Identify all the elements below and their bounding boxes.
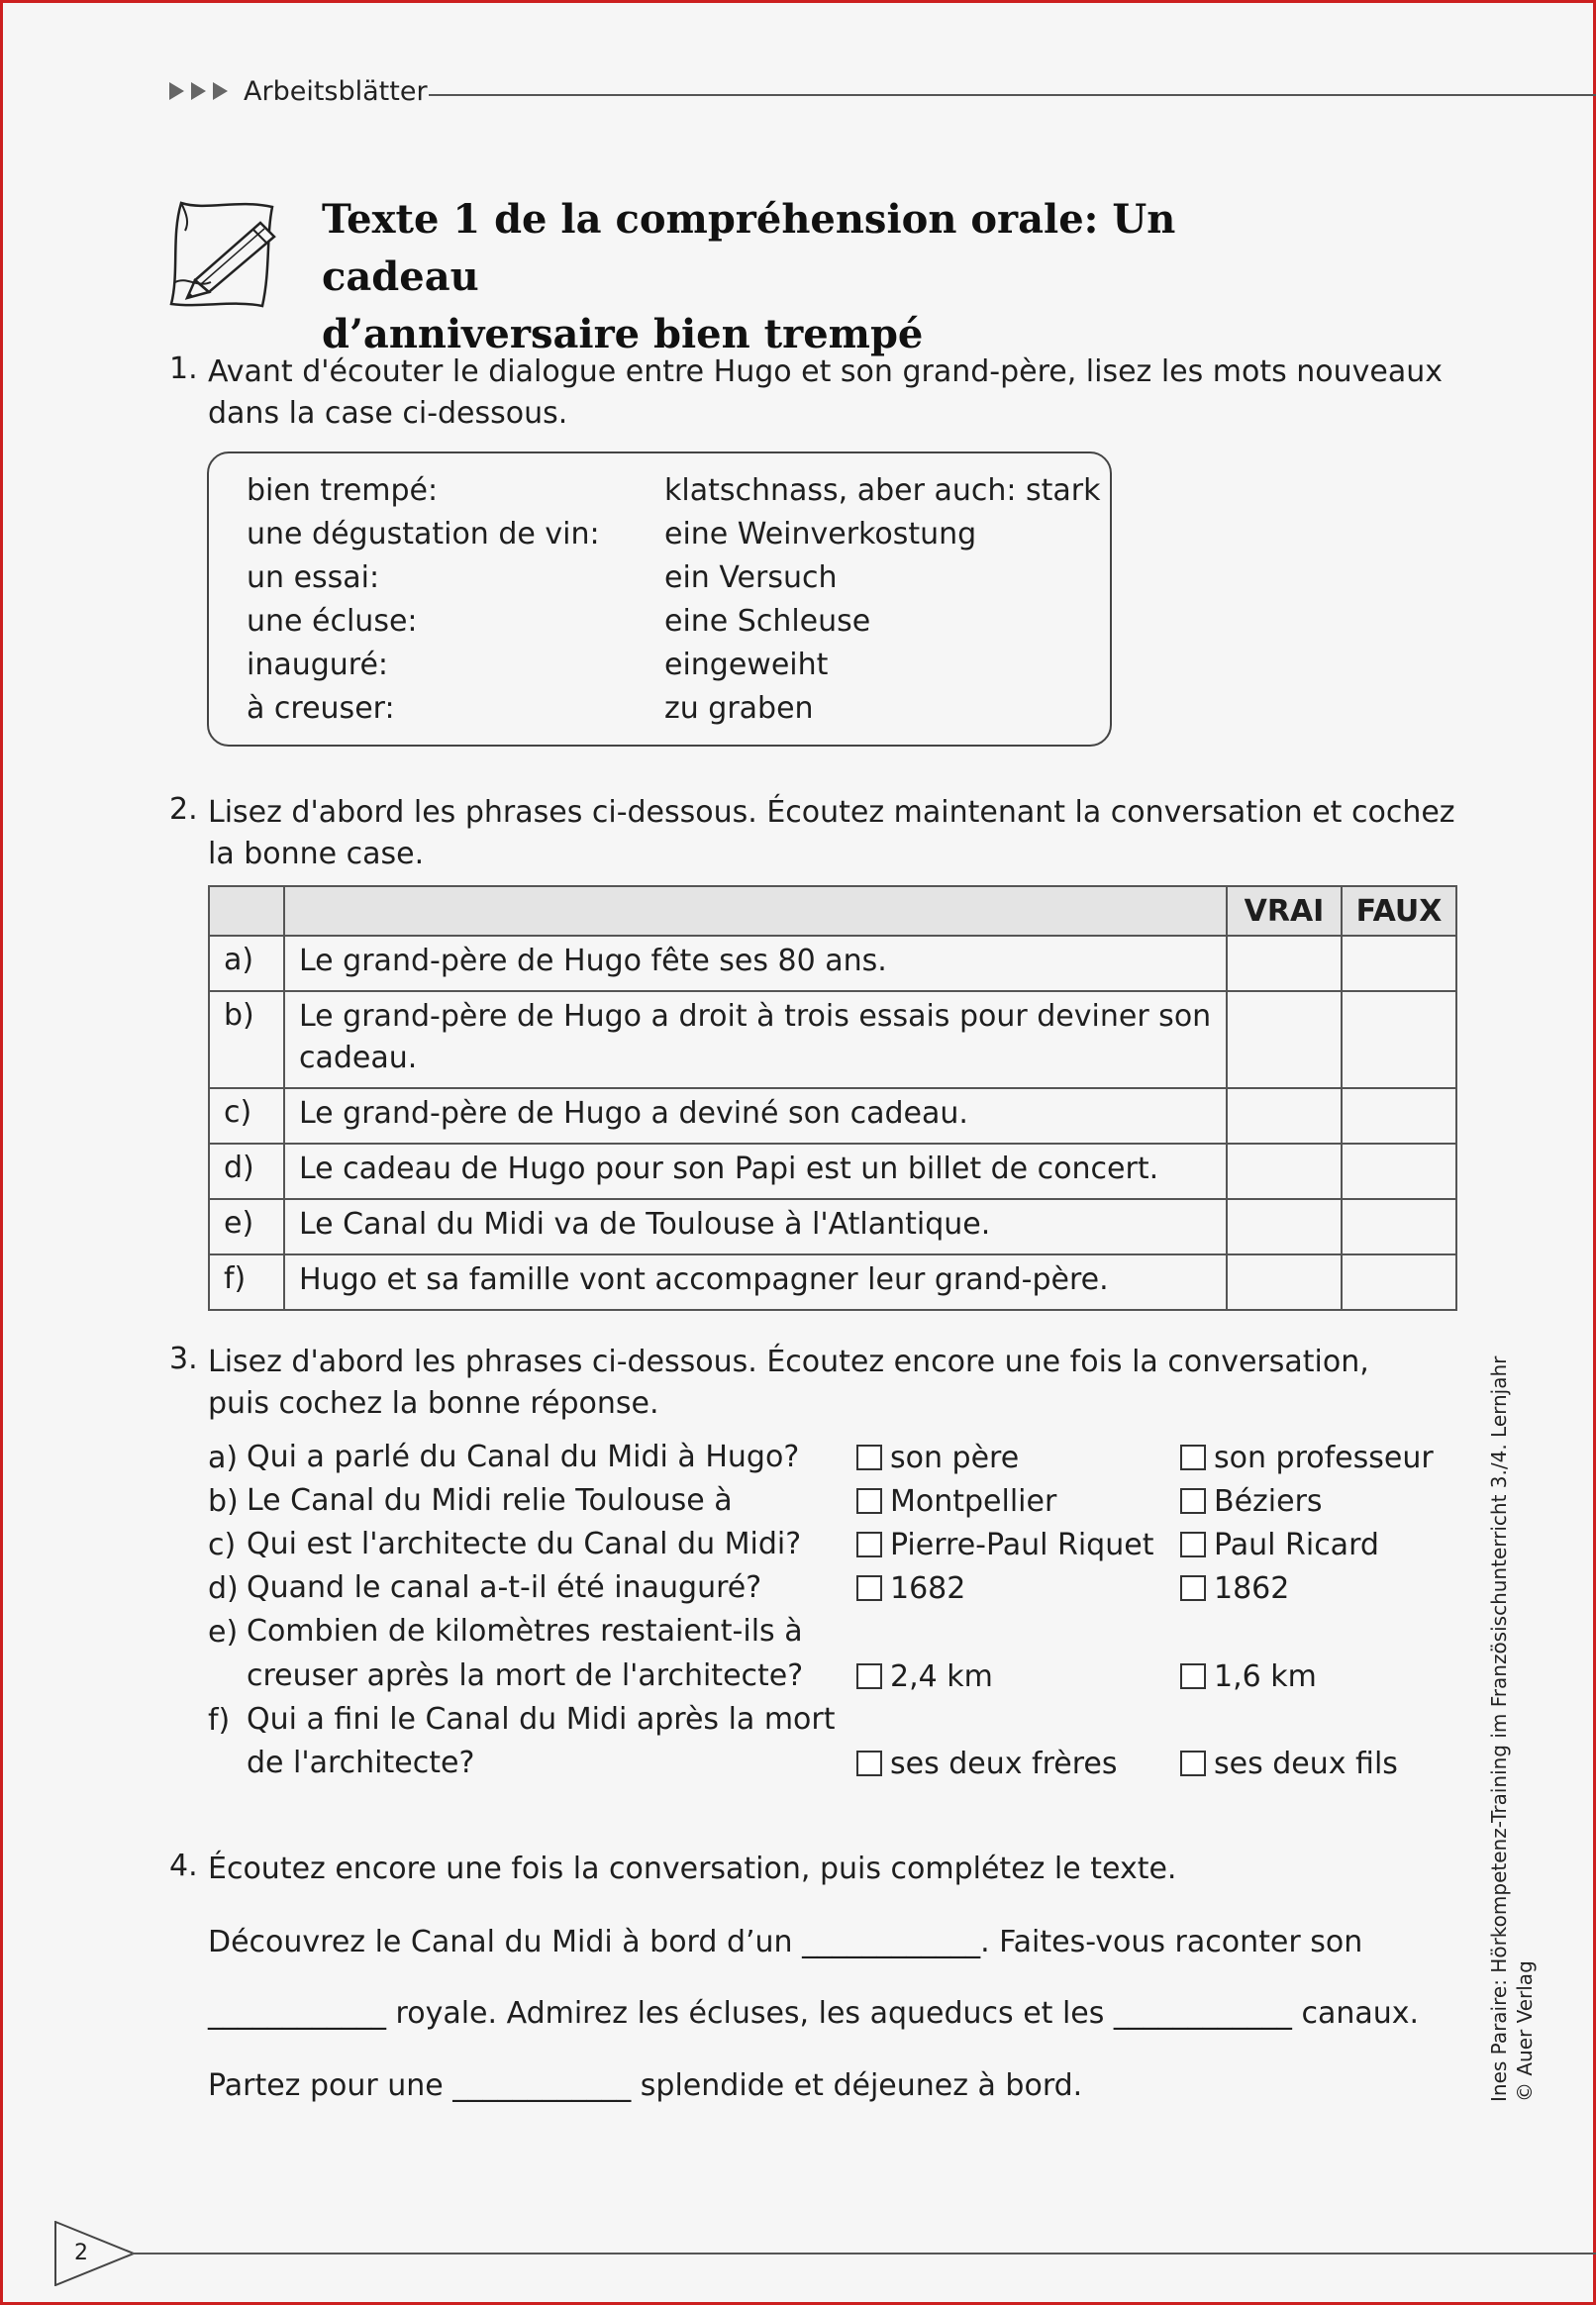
q2-instruction: Lisez d'abord les phrases ci-dessous. Écoutez maintenant la conversation et cochez la bonne case. xyxy=(208,795,1455,871)
table-row xyxy=(209,1144,1456,1199)
mc-label: f) xyxy=(208,1703,231,1738)
checkbox[interactable] xyxy=(856,1445,882,1470)
vocab-de: zu graben xyxy=(664,691,814,726)
table-row xyxy=(209,1088,1456,1144)
vrai-cell[interactable] xyxy=(1227,1144,1342,1199)
checkbox[interactable] xyxy=(1180,1488,1206,1514)
mc-question-cont: creuser après la mort de l'architecte? xyxy=(247,1658,804,1693)
row-statement: Hugo et sa famille vont accompagner leur grand-père. xyxy=(284,1254,1227,1310)
option-label: son professeur xyxy=(1214,1440,1434,1475)
option-label: son père xyxy=(890,1440,1020,1475)
vrai-cell[interactable] xyxy=(1227,936,1342,991)
checkbox[interactable] xyxy=(1180,1445,1206,1470)
header-divider xyxy=(429,94,1596,96)
row-label: e) xyxy=(209,1199,284,1254)
vocab-de: ein Versuch xyxy=(664,560,838,595)
table-row xyxy=(209,936,1456,991)
faux-cell[interactable] xyxy=(1342,936,1456,991)
option-label: Béziers xyxy=(1214,1483,1323,1519)
table-row xyxy=(209,1199,1456,1254)
faux-cell[interactable] xyxy=(1342,1199,1456,1254)
table-row xyxy=(209,991,1456,1088)
checkbox[interactable] xyxy=(856,1575,882,1601)
vocab-de: eine Weinverkostung xyxy=(664,517,977,551)
publisher-credit xyxy=(1486,1356,1538,2102)
vrai-cell[interactable] xyxy=(1227,1088,1342,1144)
q4-number: 4. xyxy=(169,1849,198,1883)
mc-option[interactable] xyxy=(1180,1479,1323,1523)
option-label: 1682 xyxy=(890,1570,966,1606)
q1-instruction: Avant d'écouter le dialogue entre Hugo et son grand-père, lisez les mots nouveaux dans la case ci-dessous. xyxy=(208,354,1444,431)
page-number-triangle xyxy=(54,2221,136,2286)
table-row xyxy=(209,1254,1456,1310)
row-statement: Le cadeau de Hugo pour son Papi est un billet de concert. xyxy=(284,1144,1227,1199)
pencil-paper-icon xyxy=(167,197,286,312)
title-line-1: Texte 1 de la compréhension orale: Un cadeau xyxy=(322,196,1176,300)
option-label: 2,4 km xyxy=(890,1658,993,1694)
q3-number: 3. xyxy=(169,1342,198,1376)
q4-instruction: Écoutez encore une fois la conversation, puis complétez le texte. xyxy=(208,1852,1177,1886)
row-statement: Le grand-père de Hugo a deviné son cadeau. xyxy=(284,1088,1227,1144)
option-label: Montpellier xyxy=(890,1483,1057,1519)
mc-question: Qui est l'architecte du Canal du Midi? xyxy=(247,1527,802,1561)
credit-line-2: © Auer Verlag xyxy=(1513,1960,1537,2102)
col-faux: FAUX xyxy=(1342,886,1456,936)
vrai-cell[interactable] xyxy=(1227,1199,1342,1254)
vocabulary-box xyxy=(207,451,1112,747)
row-label: d) xyxy=(209,1144,284,1199)
mc-label: c) xyxy=(208,1528,237,1562)
vrai-cell[interactable] xyxy=(1227,1254,1342,1310)
title-line-2: d’anniversaire bien trempé xyxy=(322,311,924,357)
row-label: f) xyxy=(209,1254,284,1310)
row-statement: Le grand-père de Hugo a droit à trois essais pour deviner son cadeau. xyxy=(284,991,1227,1088)
vocab-de: klatschnass, aber auch: stark xyxy=(664,473,1101,508)
mc-label: a) xyxy=(208,1441,239,1475)
faux-cell[interactable] xyxy=(1342,1088,1456,1144)
cloze-line-2: ____________ royale. Admirez les écluses, les aqueducs et les ____________ canaux. xyxy=(208,1996,1420,2031)
cloze-line-3: Partez pour une ____________ splendide et déjeunez à bord. xyxy=(208,2068,1083,2103)
mc-label: d) xyxy=(208,1571,239,1606)
mc-option[interactable] xyxy=(1180,1436,1434,1479)
vocab-fr: bien trempé: xyxy=(247,473,439,508)
checkbox[interactable] xyxy=(856,1488,882,1514)
mc-question: Quand le canal a-t-il été inauguré? xyxy=(247,1570,762,1605)
header-label: Arbeitsblätter xyxy=(244,76,428,107)
worksheet-title xyxy=(322,191,1312,363)
vocab-fr: une écluse: xyxy=(247,604,418,639)
row-statement: Le grand-père de Hugo fête ses 80 ans. xyxy=(284,936,1227,991)
vocab-de: eingeweiht xyxy=(664,648,829,682)
vocab-de: eine Schleuse xyxy=(664,604,871,639)
mc-question: Qui a parlé du Canal du Midi à Hugo? xyxy=(247,1440,800,1474)
q2-number: 2. xyxy=(169,792,198,827)
row-label: c) xyxy=(209,1088,284,1144)
vocab-fr: une dégustation de vin: xyxy=(247,517,600,551)
cloze-line-1: Découvrez le Canal du Midi à bord d’un ____________. Faites-vous raconter son xyxy=(208,1925,1363,1959)
arrow-icon xyxy=(213,82,228,100)
row-statement: Le Canal du Midi va de Toulouse à l'Atlantique. xyxy=(284,1199,1227,1254)
vocab-fr: inauguré: xyxy=(247,648,389,682)
vrai-cell[interactable] xyxy=(1227,991,1342,1088)
mc-label: e) xyxy=(208,1615,239,1650)
mc-option[interactable] xyxy=(1180,1566,1289,1610)
mc-label: b) xyxy=(208,1484,239,1519)
mc-question: Combien de kilomètres restaient-ils à xyxy=(247,1614,803,1649)
checkbox[interactable] xyxy=(856,1532,882,1557)
vocab-fr: à creuser: xyxy=(247,691,395,726)
q3-instruction: Lisez d'abord les phrases ci-dessous. Écoutez encore une fois la conversation, puis cochez la bonne réponse. xyxy=(208,1345,1369,1421)
checkbox[interactable] xyxy=(856,1663,882,1689)
col-vrai: VRAI xyxy=(1227,886,1342,936)
footer-divider xyxy=(132,2253,1596,2255)
arrow-icon xyxy=(191,82,206,100)
checkbox[interactable] xyxy=(1180,1575,1206,1601)
true-false-table xyxy=(208,885,1457,1311)
page-number: 2 xyxy=(74,2241,88,2265)
mc-question: Qui a fini le Canal du Midi après la mort xyxy=(247,1702,836,1737)
option-label: ses deux frères xyxy=(890,1746,1118,1781)
checkbox[interactable] xyxy=(1180,1663,1206,1689)
mc-option[interactable] xyxy=(856,1523,1153,1566)
option-label: Pierre-Paul Riquet xyxy=(890,1527,1154,1562)
mc-option[interactable] xyxy=(1180,1742,1398,1785)
mc-option[interactable] xyxy=(1180,1523,1379,1566)
option-label: Paul Ricard xyxy=(1214,1527,1379,1562)
arrow-icon xyxy=(169,82,184,100)
mc-question-cont: de l'architecte? xyxy=(247,1746,475,1780)
header-blank xyxy=(209,886,284,936)
mc-option[interactable] xyxy=(856,1479,1056,1523)
checkbox[interactable] xyxy=(1180,1532,1206,1557)
faux-cell[interactable] xyxy=(1342,991,1456,1088)
option-label: 1,6 km xyxy=(1214,1658,1317,1694)
faux-cell[interactable] xyxy=(1342,1254,1456,1310)
q1-number: 1. xyxy=(169,351,198,386)
row-label: b) xyxy=(209,991,284,1088)
header-blank xyxy=(284,886,1227,936)
faux-cell[interactable] xyxy=(1342,1144,1456,1199)
checkbox[interactable] xyxy=(856,1751,882,1776)
header-arrows xyxy=(169,82,228,100)
checkbox[interactable] xyxy=(1180,1751,1206,1776)
table-header-row xyxy=(209,886,1456,936)
mc-option[interactable] xyxy=(856,1566,965,1610)
credit-line-1: Ines Paraire: Hörkompetenz-Training im Französischunterricht 3./4. Lernjahr xyxy=(1487,1355,1511,2102)
mc-option[interactable] xyxy=(856,1436,1019,1479)
option-label: ses deux fils xyxy=(1214,1746,1398,1781)
mc-option[interactable] xyxy=(856,1654,993,1698)
mc-option[interactable] xyxy=(1180,1654,1317,1698)
mc-option[interactable] xyxy=(856,1742,1118,1785)
mc-question: Le Canal du Midi relie Toulouse à xyxy=(247,1483,733,1518)
vocab-fr: un essai: xyxy=(247,560,380,595)
option-label: 1862 xyxy=(1214,1570,1290,1606)
row-label: a) xyxy=(209,936,284,991)
